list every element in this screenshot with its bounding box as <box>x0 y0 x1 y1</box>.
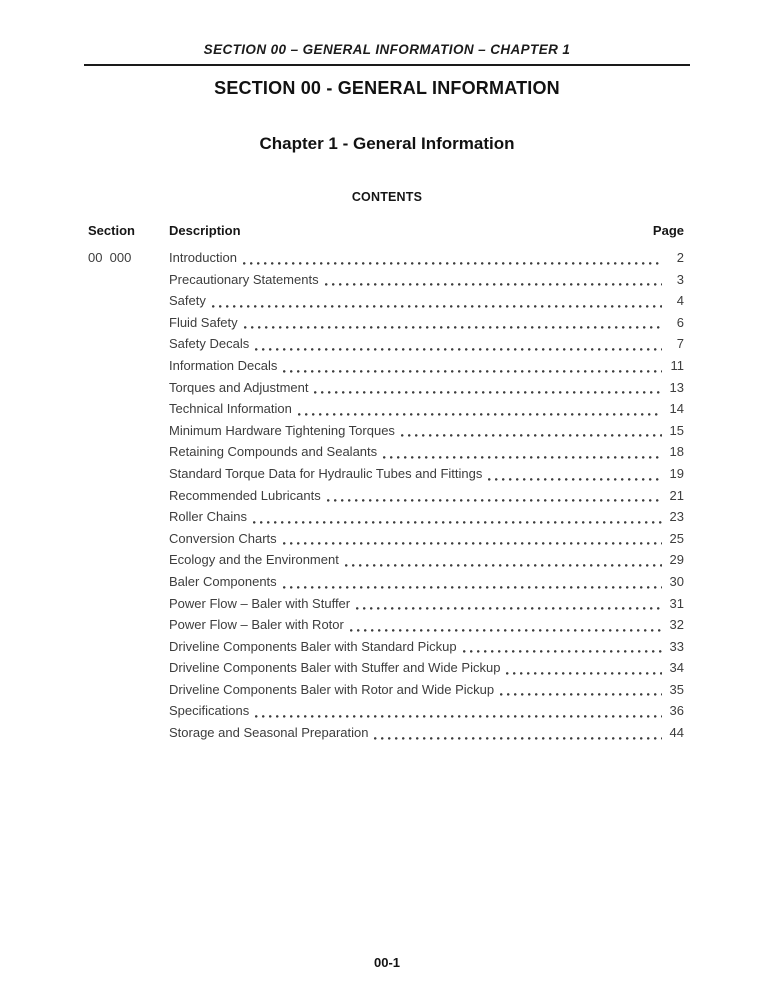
dot-leader <box>327 499 662 502</box>
dot-leader <box>383 456 662 459</box>
dot-leader <box>325 283 662 286</box>
toc-entry-row <box>84 722 690 744</box>
toc-entry-page: 23 <box>669 509 684 525</box>
toc-entry-row <box>84 269 690 291</box>
toc-entry-body <box>169 593 690 615</box>
dot-leader <box>463 650 662 653</box>
toc-entry-title: Ecology and the Environment <box>169 552 339 568</box>
toc-entry-row <box>84 549 690 571</box>
toc-entry-body <box>169 657 690 679</box>
toc-entry-page: 6 <box>676 314 684 330</box>
toc-entry-row <box>84 571 690 593</box>
toc-entry-section: 00 000 <box>88 250 132 265</box>
toc-entry-body <box>169 290 690 312</box>
dot-leader <box>350 629 662 632</box>
dot-leader <box>283 542 662 545</box>
toc-entry-page: 34 <box>669 660 684 676</box>
dot-leader <box>500 693 662 696</box>
dot-leader <box>244 326 662 329</box>
toc-entry-row <box>84 333 690 355</box>
toc-entry-body <box>169 614 690 636</box>
toc-entry-title: Torques and Adjustment <box>169 379 309 395</box>
toc-entry-body <box>169 312 690 334</box>
running-header: SECTION 00 – GENERAL INFORMATION – CHAPTER 1 <box>203 42 571 57</box>
column-header-page: Page <box>652 223 684 238</box>
toc-entry-page: 14 <box>669 401 684 417</box>
toc-entry-title: Safety <box>169 293 206 309</box>
toc-entry-body <box>169 722 690 744</box>
toc-entry-body <box>169 247 690 269</box>
toc-entry-page: 2 <box>676 250 684 265</box>
dot-leader <box>255 715 662 718</box>
toc-entry-page: 31 <box>669 595 684 611</box>
toc-entry-page: 36 <box>669 703 684 719</box>
toc-entry-page: 44 <box>669 725 684 741</box>
toc-entry-row <box>84 485 690 507</box>
toc-entry-title: Driveline Components Baler with Standard Pickup <box>169 638 457 654</box>
toc-header-row <box>84 223 690 239</box>
toc-entry-title: Baler Components <box>169 573 277 589</box>
toc-entry-title: Minimum Hardware Tightening Torques <box>169 422 395 438</box>
toc-entry-body <box>169 463 690 485</box>
toc-entry-page: 11 <box>670 357 684 373</box>
toc-entry-page: 35 <box>669 681 684 697</box>
column-header-section: Section <box>88 223 135 238</box>
toc-entry-title: Safety Decals <box>169 336 250 352</box>
toc-entry-title: Power Flow – Baler with Rotor <box>169 617 344 633</box>
toc-entry-title: Driveline Components Baler with Stuffer and Wide Pickup <box>169 660 501 676</box>
contents-heading: CONTENTS <box>351 190 423 204</box>
toc-entry-title: Specifications <box>169 703 250 719</box>
toc-entry-page: 15 <box>669 422 684 438</box>
toc-entry-row <box>84 398 690 420</box>
toc-entry-title: Storage and Seasonal Preparation <box>169 725 369 741</box>
toc-entry-body <box>169 420 690 442</box>
toc-entry-row <box>84 614 690 636</box>
toc-entry-row <box>84 463 690 485</box>
toc-entry-page: 7 <box>676 336 684 352</box>
toc-entry-row <box>84 679 690 701</box>
toc-entry-body <box>169 377 690 399</box>
toc-entry-body <box>169 398 690 420</box>
toc-entry-body <box>169 549 690 571</box>
toc-entry-page: 32 <box>669 617 684 633</box>
dot-leader <box>253 521 662 524</box>
toc-entry-title: Recommended Lubricants <box>169 487 321 503</box>
dot-leader <box>212 305 662 308</box>
dot-leader <box>314 391 662 394</box>
toc-entry-page: 3 <box>676 271 684 287</box>
dot-leader <box>298 413 662 416</box>
toc-entry-title: Conversion Charts <box>169 530 277 546</box>
toc-entry-row <box>84 700 690 722</box>
toc-entry-body <box>169 700 690 722</box>
toc-entry-title: Power Flow – Baler with Stuffer <box>169 595 351 611</box>
dot-leader <box>255 348 662 351</box>
dot-leader <box>243 262 662 265</box>
toc-entry-title: Retaining Compounds and Sealants <box>169 444 378 460</box>
section-title: SECTION 00 - GENERAL INFORMATION <box>214 78 560 98</box>
toc-entry-row <box>84 247 690 269</box>
toc-entries <box>84 247 690 744</box>
toc-entry-row <box>84 657 690 679</box>
dot-leader <box>374 737 662 740</box>
toc-entry-row <box>84 377 690 399</box>
toc-entry-row <box>84 506 690 528</box>
toc-entry-row <box>84 420 690 442</box>
toc-entry-body <box>169 571 690 593</box>
toc-entry-page: 18 <box>669 444 684 460</box>
toc-entry-row <box>84 593 690 615</box>
toc-entry-title: Roller Chains <box>169 509 248 525</box>
toc-entry-row <box>84 441 690 463</box>
toc-entry-page: 4 <box>676 293 684 309</box>
toc-entry-title: Standard Torque Data for Hydraulic Tubes and Fittings <box>169 465 483 481</box>
toc-entry-row <box>84 355 690 377</box>
toc-entry-body <box>169 333 690 355</box>
toc-entry-title: Driveline Components Baler with Rotor and Wide Pickup <box>169 681 495 697</box>
chapter-title: Chapter 1 - General Information <box>259 134 515 153</box>
toc-entry-row <box>84 290 690 312</box>
toc-entry-page: 33 <box>669 638 684 654</box>
toc-entry-body <box>169 269 690 291</box>
toc-entry-title: Information Decals <box>169 357 278 373</box>
toc-entry-page: 19 <box>669 465 684 481</box>
toc-entry-title: Introduction <box>169 250 237 265</box>
page-footer: 00-1 <box>373 955 401 970</box>
dot-leader <box>356 607 662 610</box>
toc-entry-title: Technical Information <box>169 401 292 417</box>
toc-entry-body <box>169 528 690 550</box>
toc-entry-body <box>169 441 690 463</box>
header-rule <box>84 64 690 66</box>
toc-entry-body <box>169 636 690 658</box>
toc-entry-title: Precautionary Statements <box>169 271 319 287</box>
toc-entry-page: 30 <box>669 573 684 589</box>
toc-entry-body <box>169 679 690 701</box>
toc-entry-row <box>84 312 690 334</box>
toc-entry-row <box>84 528 690 550</box>
toc-entry-title: Fluid Safety <box>169 314 238 330</box>
toc-entry-body <box>169 355 690 377</box>
toc-entry-page: 29 <box>669 552 684 568</box>
toc-entry-body <box>169 506 690 528</box>
dot-leader <box>283 586 662 589</box>
table-of-contents <box>84 223 690 744</box>
dot-leader <box>401 434 662 437</box>
toc-entry-page: 21 <box>669 487 684 503</box>
dot-leader <box>488 478 662 481</box>
toc-entry-row <box>84 636 690 658</box>
toc-entry-page: 25 <box>669 530 684 546</box>
dot-leader <box>345 564 662 567</box>
toc-entry-body <box>169 485 690 507</box>
dot-leader <box>283 370 662 373</box>
dot-leader <box>506 672 662 675</box>
toc-entry-page: 13 <box>669 379 684 395</box>
column-header-description: Description <box>169 223 241 238</box>
